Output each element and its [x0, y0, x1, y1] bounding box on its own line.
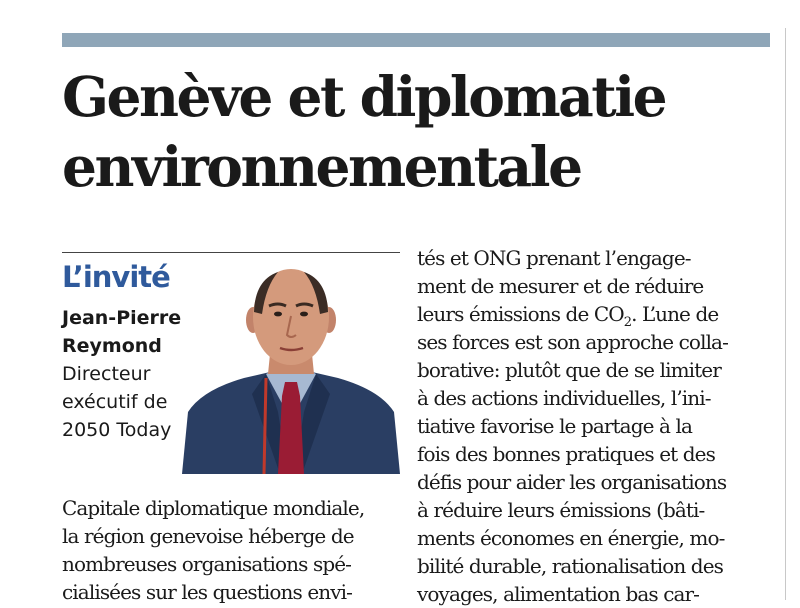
body-text: . L’une de [631, 302, 719, 326]
author-name: Jean-Pierre Reymond [62, 307, 182, 357]
body-line: la région genevoise héberge de [62, 524, 354, 548]
column-divider [785, 28, 786, 600]
section-rule [62, 252, 400, 253]
body-line: tés et ONG prenant l’engage- [417, 246, 691, 270]
body-line [417, 300, 779, 328]
header-accent-bar [62, 33, 770, 47]
body-line: ses forces est son approche colla- [417, 330, 728, 354]
author-role: Directeur exécutif de 2050 Today [62, 363, 172, 441]
body-line: voyages, alimentation bas car- [417, 582, 700, 606]
author-portrait [182, 262, 400, 474]
body-line: borative: plutôt que de se limiter [417, 358, 721, 382]
body-line: ment de mesurer et de réduire [417, 274, 704, 298]
body-line: nombreuses organisations spé- [62, 552, 352, 576]
body-line: cialisées sur les questions envi- [62, 580, 353, 604]
body-line: Capitale diplomatique mondiale, [62, 496, 365, 520]
body-line: à des actions individuelles, l’ini- [417, 386, 711, 410]
headline: Genève et diplomatie environnementale [62, 64, 666, 199]
subscript-2: 2 [623, 315, 632, 330]
body-line: fois des bonnes pratiques et des [417, 442, 715, 466]
body-line: défis pour aider les organisations [417, 470, 727, 494]
article-body-left [62, 494, 407, 606]
section-label: L’invité [62, 260, 170, 294]
body-line: à réduire leurs émissions (bâti- [417, 498, 705, 522]
body-line: tiative favorise le partage à la [417, 414, 692, 438]
body-line: ments économes en énergie, mo- [417, 526, 725, 550]
article-body-right [417, 244, 779, 608]
body-line: bilité durable, rationalisation des [417, 554, 724, 578]
body-text: leurs émissions de CO [417, 302, 624, 326]
